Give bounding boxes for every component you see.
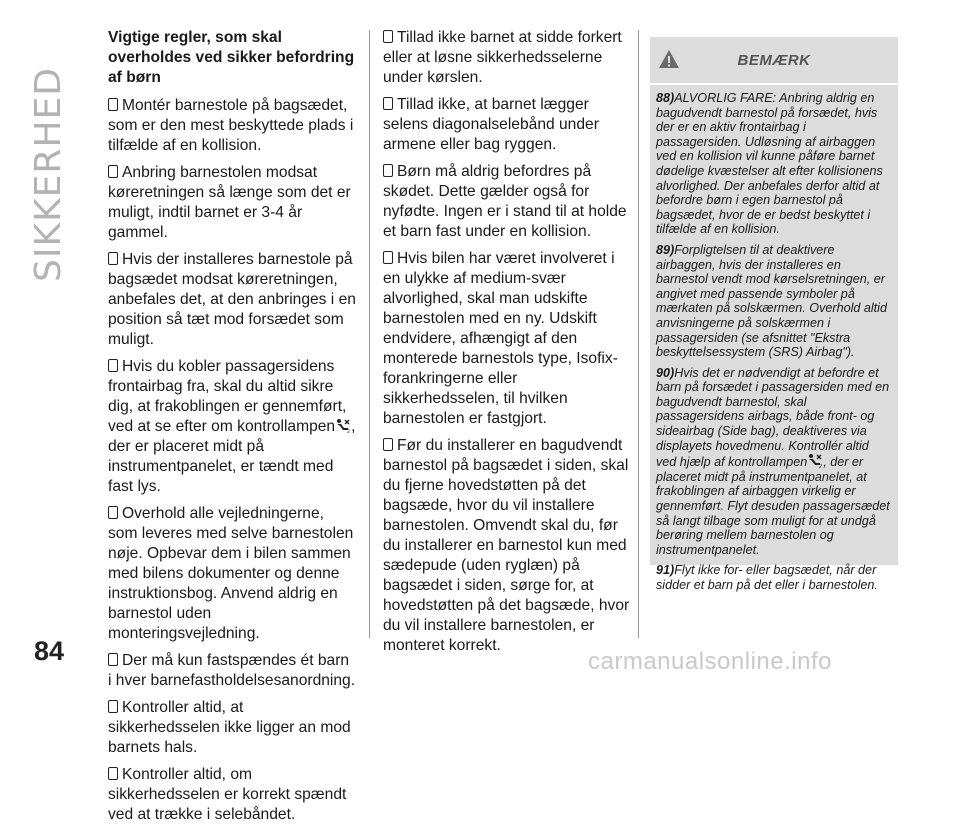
section-title-text: SIKKERHED bbox=[28, 67, 69, 282]
list-item: Tillad ikke, at barnet lægger selens diagonalselebånd under armene eller bag ryggen. bbox=[383, 96, 599, 153]
checkbox-icon bbox=[383, 30, 393, 43]
note-header bbox=[650, 37, 898, 83]
list-item: Der må kun fastspændes ét barn i hver barnefastholdelsesanordning. bbox=[108, 652, 356, 689]
list-item: Hvis du kobler passagersidens frontairbag fra, skal du altid sikre dig, at frakoblingen er gennemført, ved at se efter om kontrollampen 2 , der er placeret midt på instrumentpanelet, er tændt med fast lys. bbox=[108, 358, 356, 495]
airbag-off-icon bbox=[807, 453, 823, 468]
checkbox-icon bbox=[108, 252, 118, 265]
list-item: Hvis der installeres barnestole på bagsædet modsat køreretningen, anbefales det, at den anbringes i en position så tæt mod forsædet som muligt. bbox=[108, 251, 356, 348]
svg-text:2: 2 bbox=[819, 464, 822, 469]
airbag-off-icon bbox=[335, 418, 351, 433]
checkbox-icon bbox=[108, 767, 118, 780]
checkbox-icon bbox=[108, 700, 118, 713]
note-item: 88)ALVORLIG FARE: Anbring aldrig en bagudvendt barnestol på forsædet, hvis der er en aktiv frontairbag i passagersiden. Udløsning af airbaggen ved en kollision vil kunne påføre barnet dødelige kvæstelser alt efter kollisionens alvorlighed. Der anbefales derfor altid at befordre børn i egen barnestol på bagsædet, hvor de er bedst beskyttet i tilfælde af en kollision. bbox=[656, 91, 883, 237]
note-title: BEMÆRK bbox=[737, 51, 811, 69]
note-box bbox=[650, 37, 898, 592]
note-item: 91)Flyt ikke for- eller bagsædet, når der sidder et barn på det eller i barnestolen. bbox=[656, 563, 878, 592]
list-item: Anbring barnestolen modsat køreretningen så længe som det er muligt, indtil barnet er 3-4 år gammel. bbox=[108, 164, 351, 241]
checkbox-icon bbox=[383, 97, 393, 110]
checkbox-icon bbox=[383, 251, 393, 264]
list-item: Hvis bilen har været involveret i en ulykke af medium-svær alvorlighed, skal man udskifte barnestolen med en ny. Udskift endvidere, afhængigt af den monterede barnestols type, Isofix-forankringerne eller sikkerhedsselen, til hvilken barnestolen er fastgjort. bbox=[383, 250, 618, 427]
column-2 bbox=[383, 28, 631, 663]
note-item: 90)Hvis det er nødvendigt at befordre et barn på forsædet i passagersiden med en bagudvendt barnestol, skal passagersidens airbags, både front- og sideairbag (Side bag), deaktiveres via displayets hovedmenu. Kontrollér altid ved hjælp af kontrollampen 2 , der er placeret midt på instrumentpanelet, at frakoblingen af airbaggen virkelig er gennemført. Flyt desuden passagersædet så langt tilbage som muligt for at undgå berøring mellem barnestolen og instrumentpanelet. bbox=[656, 365, 890, 557]
rules-heading: Vigtige regler, som skal overholdes ved sikker befordring af børn bbox=[108, 29, 355, 86]
checkbox-icon bbox=[108, 98, 118, 111]
page-number: 84 bbox=[34, 636, 65, 666]
checkbox-icon bbox=[108, 359, 118, 372]
checkbox-icon bbox=[108, 653, 118, 666]
list-item: Kontroller altid, om sikkerhedsselen er korrekt spændt ved at trække i selebåndet. bbox=[108, 766, 347, 823]
list-item: Kontroller altid, at sikkerhedsselen ikke ligger an mod barnets hals. bbox=[108, 699, 351, 756]
list-item: Før du installerer en bagudvendt barnestol på bagsædet i siden, skal du fjerne hovedstøtten på det bagsæde, hvor du vil installere barnestolen. Omvendt skal du, før du installerer en barnestol kun med sædepude (uden ryglæn) på bagsædet i siden, sørge for, at hovedstøtten på det bagsæde, hvor du vil installere barnestolen, er monteret korrekt. bbox=[383, 437, 630, 654]
column-divider-1 bbox=[369, 30, 370, 638]
column-divider-2 bbox=[638, 30, 639, 638]
section-title bbox=[28, 32, 80, 282]
list-item: Overhold alle vejledningerne, som leveres med selve barnestolen nøje. Opbevar dem i bilen sammen med bilens dokumenter og denne instruktionsbog. Anvend aldrig en barnestol uden monteringsvejledning. bbox=[108, 505, 354, 642]
column-1 bbox=[108, 28, 356, 832]
note-item: 89)Forpligtelsen til at deaktivere airbaggen, hvis der installeres en barnestol vendt mod kørselsretningen, er angivet med passende symboler på mærkaten på solskærmen. Overhold altid anvisningerne på solskærmen i passagersiden (se afsnittet "Ekstra beskyttelsessystem (SRS) Airbag"). bbox=[656, 242, 887, 360]
checkbox-icon bbox=[108, 165, 118, 178]
warning-icon bbox=[658, 49, 680, 69]
note-body bbox=[650, 91, 898, 593]
checkbox-icon bbox=[108, 506, 118, 519]
svg-text:2: 2 bbox=[347, 429, 350, 433]
checkbox-icon bbox=[383, 164, 393, 177]
list-item: Montér barnestole på bagsædet, som er den mest beskyttede plads i tilfælde af en kollision. bbox=[108, 97, 354, 154]
checkbox-icon bbox=[383, 438, 393, 451]
list-item: Børn må aldrig befordres på skødet. Dette gælder også for nyfødte. Ingen er i stand til at holde et barn fast under en kollision. bbox=[383, 163, 627, 240]
watermark: carmanualsonline.info bbox=[588, 648, 832, 675]
note-divider bbox=[650, 83, 898, 85]
list-item: Tillad ikke barnet at sidde forkert eller at løsne sikkerhedsselerne under kørslen. bbox=[383, 29, 622, 86]
